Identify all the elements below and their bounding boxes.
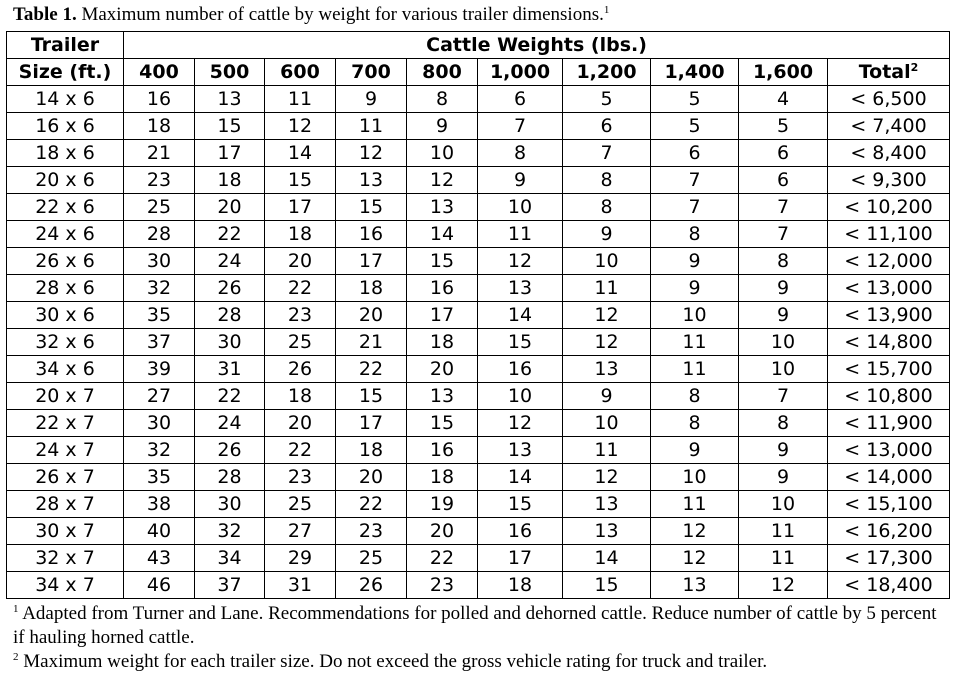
cattle-count-cell: 20: [265, 410, 336, 437]
cattle-count-cell: 16: [478, 518, 563, 545]
cattle-count-cell: 11: [563, 275, 651, 302]
cattle-count-cell: 28: [195, 302, 265, 329]
cattle-count-cell: 11: [478, 221, 563, 248]
cattle-count-cell: 29: [265, 545, 336, 572]
cattle-count-cell: 37: [124, 329, 195, 356]
caption-footnote-ref: 1: [603, 4, 610, 16]
cattle-count-cell: 10: [651, 464, 739, 491]
cattle-count-cell: 15: [336, 194, 407, 221]
cattle-count-cell: 5: [651, 86, 739, 113]
cattle-count-cell: 22: [265, 437, 336, 464]
cattle-count-cell: 11: [651, 329, 739, 356]
cattle-count-cell: 11: [739, 545, 828, 572]
header-weight: 700: [336, 59, 407, 86]
table-row: [7, 383, 950, 410]
cattle-count-cell: 17: [478, 545, 563, 572]
cattle-count-cell: 14: [478, 464, 563, 491]
trailer-size-cell: 32 x 6: [7, 329, 124, 356]
cattle-count-cell: 30: [195, 491, 265, 518]
cattle-count-cell: 31: [195, 356, 265, 383]
cattle-count-cell: 37: [195, 572, 265, 599]
cattle-count-cell: 18: [407, 464, 478, 491]
cattle-count-cell: 6: [478, 86, 563, 113]
cattle-count-cell: 22: [265, 275, 336, 302]
cattle-count-cell: 46: [124, 572, 195, 599]
header-size: Size (ft.): [7, 59, 124, 86]
table-row: [7, 545, 950, 572]
cattle-count-cell: 20: [265, 248, 336, 275]
cattle-count-cell: 10: [651, 302, 739, 329]
header-weight: 500: [195, 59, 265, 86]
table-row: [7, 248, 950, 275]
table-row: [7, 275, 950, 302]
cattle-count-cell: 38: [124, 491, 195, 518]
header-trailer: Trailer: [7, 32, 124, 59]
cattle-count-cell: 7: [739, 194, 828, 221]
cattle-count-cell: 13: [478, 437, 563, 464]
total-weight-cell: < 10,800: [828, 383, 950, 410]
cattle-count-cell: 39: [124, 356, 195, 383]
cattle-count-cell: 18: [195, 167, 265, 194]
cattle-count-cell: 22: [195, 221, 265, 248]
header-row-1: [7, 32, 950, 59]
cattle-count-cell: 13: [651, 572, 739, 599]
table-row: [7, 329, 950, 356]
cattle-count-cell: 14: [563, 545, 651, 572]
cattle-count-cell: 10: [478, 383, 563, 410]
cattle-count-cell: 35: [124, 302, 195, 329]
total-weight-cell: < 15,700: [828, 356, 950, 383]
cattle-count-cell: 13: [407, 383, 478, 410]
total-weight-cell: < 8,400: [828, 140, 950, 167]
cattle-count-cell: 18: [478, 572, 563, 599]
cattle-count-cell: 25: [124, 194, 195, 221]
cattle-count-cell: 10: [563, 248, 651, 275]
cattle-count-cell: 27: [124, 383, 195, 410]
cattle-count-cell: 23: [407, 572, 478, 599]
cattle-count-cell: 12: [563, 464, 651, 491]
cattle-count-cell: 25: [336, 545, 407, 572]
cattle-count-cell: 32: [195, 518, 265, 545]
cattle-count-cell: 23: [265, 302, 336, 329]
cattle-count-cell: 13: [336, 167, 407, 194]
cattle-count-cell: 12: [651, 545, 739, 572]
table-row: [7, 437, 950, 464]
cattle-count-cell: 8: [651, 410, 739, 437]
cattle-count-cell: 12: [336, 140, 407, 167]
cattle-count-cell: 18: [407, 329, 478, 356]
cattle-count-cell: 8: [478, 140, 563, 167]
footnotes: [13, 602, 948, 674]
cattle-count-cell: 16: [124, 86, 195, 113]
footnote-mark: 1: [13, 603, 19, 615]
total-weight-cell: < 13,900: [828, 302, 950, 329]
table-caption: [13, 4, 609, 26]
cattle-count-cell: 7: [478, 113, 563, 140]
cattle-count-cell: 18: [124, 113, 195, 140]
cattle-count-cell: 12: [563, 302, 651, 329]
cattle-count-cell: 35: [124, 464, 195, 491]
cattle-count-cell: 13: [563, 491, 651, 518]
total-weight-cell: < 15,100: [828, 491, 950, 518]
table-row: [7, 518, 950, 545]
cattle-count-cell: 12: [478, 248, 563, 275]
table-row: [7, 491, 950, 518]
table-row: [7, 113, 950, 140]
cattle-count-cell: 14: [407, 221, 478, 248]
cattle-count-cell: 34: [195, 545, 265, 572]
total-weight-cell: < 13,000: [828, 437, 950, 464]
trailer-size-cell: 26 x 6: [7, 248, 124, 275]
cattle-count-cell: 30: [124, 248, 195, 275]
cattle-count-cell: 8: [651, 383, 739, 410]
cattle-count-cell: 12: [407, 167, 478, 194]
table-header: [7, 32, 950, 86]
cattle-count-cell: 12: [265, 113, 336, 140]
trailer-size-cell: 34 x 6: [7, 356, 124, 383]
cattle-count-cell: 7: [651, 194, 739, 221]
cattle-count-cell: 30: [124, 410, 195, 437]
cattle-count-cell: 8: [739, 248, 828, 275]
total-weight-cell: < 6,500: [828, 86, 950, 113]
cattle-count-cell: 13: [478, 275, 563, 302]
cattle-count-cell: 13: [563, 356, 651, 383]
cattle-count-cell: 9: [739, 302, 828, 329]
cattle-count-cell: 5: [651, 113, 739, 140]
cattle-count-cell: 16: [407, 275, 478, 302]
cattle-count-cell: 6: [651, 140, 739, 167]
cattle-count-cell: 8: [563, 194, 651, 221]
cattle-count-cell: 16: [336, 221, 407, 248]
cattle-count-cell: 9: [739, 464, 828, 491]
cattle-count-cell: 9: [739, 437, 828, 464]
total-weight-cell: < 13,000: [828, 275, 950, 302]
cattle-count-cell: 8: [563, 167, 651, 194]
footnote-text: Adapted from Turner and Lane. Recommendations for polled and dehorned cattle. Reduce number of cattle by 5 percent if hauling horned cattle.: [13, 603, 937, 648]
cattle-count-cell: 17: [336, 410, 407, 437]
trailer-size-cell: 30 x 6: [7, 302, 124, 329]
cattle-count-cell: 12: [739, 572, 828, 599]
cattle-count-cell: 18: [336, 275, 407, 302]
cattle-count-cell: 11: [651, 356, 739, 383]
cattle-count-cell: 17: [195, 140, 265, 167]
cattle-count-cell: 8: [407, 86, 478, 113]
total-weight-cell: < 11,900: [828, 410, 950, 437]
cattle-count-cell: 7: [563, 140, 651, 167]
cattle-count-cell: 10: [407, 140, 478, 167]
cattle-count-cell: 12: [478, 410, 563, 437]
table-body: [7, 86, 950, 599]
cattle-count-cell: 5: [739, 113, 828, 140]
cattle-count-cell: 9: [739, 275, 828, 302]
cattle-count-cell: 5: [563, 86, 651, 113]
cattle-count-cell: 20: [336, 302, 407, 329]
cattle-count-cell: 19: [407, 491, 478, 518]
header-weight: 600: [265, 59, 336, 86]
cattle-count-cell: 6: [739, 140, 828, 167]
cattle-count-cell: 15: [478, 329, 563, 356]
header-weight: 400: [124, 59, 195, 86]
total-weight-cell: < 10,200: [828, 194, 950, 221]
cattle-count-cell: 15: [265, 167, 336, 194]
cattle-count-cell: 14: [478, 302, 563, 329]
cattle-count-cell: 20: [195, 194, 265, 221]
cattle-count-cell: 13: [407, 194, 478, 221]
cattle-count-cell: 11: [563, 437, 651, 464]
cattle-count-cell: 15: [563, 572, 651, 599]
trailer-size-cell: 26 x 7: [7, 464, 124, 491]
cattle-count-cell: 13: [563, 518, 651, 545]
cattle-count-cell: 7: [739, 221, 828, 248]
cattle-count-cell: 17: [407, 302, 478, 329]
cattle-count-cell: 6: [563, 113, 651, 140]
cattle-count-cell: 21: [124, 140, 195, 167]
footnote-1: [13, 602, 948, 650]
cattle-count-cell: 26: [195, 275, 265, 302]
cattle-count-cell: 43: [124, 545, 195, 572]
table-row: [7, 410, 950, 437]
cattle-count-cell: 26: [265, 356, 336, 383]
footnote-text: Maximum weight for each trailer size. Do not exceed the gross vehicle rating for truck and trailer.: [18, 651, 768, 672]
cattle-count-cell: 9: [651, 275, 739, 302]
cattle-count-cell: 10: [739, 491, 828, 518]
cattle-count-cell: 20: [407, 518, 478, 545]
total-weight-cell: < 9,300: [828, 167, 950, 194]
cattle-count-cell: 22: [336, 356, 407, 383]
cattle-count-cell: 13: [195, 86, 265, 113]
header-total-footnote-ref: 2: [910, 61, 919, 74]
table-row: [7, 194, 950, 221]
header-weight: 1,600: [739, 59, 828, 86]
cattle-capacity-table: [6, 31, 950, 599]
cattle-count-cell: 31: [265, 572, 336, 599]
cattle-count-cell: 6: [739, 167, 828, 194]
table-row: [7, 572, 950, 599]
cattle-count-cell: 17: [336, 248, 407, 275]
cattle-count-cell: 25: [265, 491, 336, 518]
trailer-size-cell: 30 x 7: [7, 518, 124, 545]
caption-text: Maximum number of cattle by weight for various trailer dimensions.: [76, 4, 604, 25]
total-weight-cell: < 14,800: [828, 329, 950, 356]
total-weight-cell: < 12,000: [828, 248, 950, 275]
cattle-count-cell: 15: [195, 113, 265, 140]
cattle-count-cell: 10: [563, 410, 651, 437]
cattle-count-cell: 4: [739, 86, 828, 113]
header-total: [828, 59, 950, 86]
cattle-count-cell: 25: [265, 329, 336, 356]
cattle-count-cell: 12: [651, 518, 739, 545]
cattle-count-cell: 28: [195, 464, 265, 491]
table-row: [7, 167, 950, 194]
header-cattle-weights: Cattle Weights (lbs.): [124, 32, 950, 59]
caption-label: Table 1.: [13, 4, 77, 25]
trailer-size-cell: 34 x 7: [7, 572, 124, 599]
footnote-2: [13, 650, 948, 674]
table-row: [7, 356, 950, 383]
cattle-count-cell: 18: [265, 383, 336, 410]
cattle-count-cell: 9: [478, 167, 563, 194]
cattle-count-cell: 15: [407, 410, 478, 437]
trailer-size-cell: 16 x 6: [7, 113, 124, 140]
header-total-label: Total: [858, 61, 911, 83]
cattle-count-cell: 24: [195, 248, 265, 275]
cattle-count-cell: 9: [407, 113, 478, 140]
cattle-count-cell: 9: [651, 437, 739, 464]
cattle-count-cell: 10: [739, 329, 828, 356]
cattle-count-cell: 23: [336, 518, 407, 545]
table-row: [7, 221, 950, 248]
table-row: [7, 302, 950, 329]
cattle-count-cell: 20: [407, 356, 478, 383]
cattle-count-cell: 14: [265, 140, 336, 167]
cattle-count-cell: 26: [195, 437, 265, 464]
cattle-count-cell: 15: [336, 383, 407, 410]
header-weight: 1,400: [651, 59, 739, 86]
total-weight-cell: < 18,400: [828, 572, 950, 599]
trailer-size-cell: 22 x 6: [7, 194, 124, 221]
cattle-count-cell: 15: [478, 491, 563, 518]
cattle-count-cell: 22: [407, 545, 478, 572]
cattle-count-cell: 32: [124, 275, 195, 302]
total-weight-cell: < 16,200: [828, 518, 950, 545]
cattle-count-cell: 8: [739, 410, 828, 437]
cattle-count-cell: 9: [563, 383, 651, 410]
cattle-count-cell: 10: [478, 194, 563, 221]
trailer-size-cell: 28 x 6: [7, 275, 124, 302]
cattle-count-cell: 26: [336, 572, 407, 599]
trailer-size-cell: 32 x 7: [7, 545, 124, 572]
trailer-size-cell: 24 x 6: [7, 221, 124, 248]
total-weight-cell: < 17,300: [828, 545, 950, 572]
header-weight: 1,000: [478, 59, 563, 86]
footnote-mark: 2: [13, 651, 19, 663]
cattle-count-cell: 21: [336, 329, 407, 356]
table-row: [7, 140, 950, 167]
cattle-count-cell: 9: [563, 221, 651, 248]
header-row-2: [7, 59, 950, 86]
cattle-count-cell: 27: [265, 518, 336, 545]
header-weight: 1,200: [563, 59, 651, 86]
trailer-size-cell: 20 x 6: [7, 167, 124, 194]
header-weight: 800: [407, 59, 478, 86]
cattle-count-cell: 11: [336, 113, 407, 140]
total-weight-cell: < 14,000: [828, 464, 950, 491]
cattle-count-cell: 23: [124, 167, 195, 194]
cattle-count-cell: 28: [124, 221, 195, 248]
cattle-count-cell: 10: [739, 356, 828, 383]
trailer-size-cell: 20 x 7: [7, 383, 124, 410]
cattle-count-cell: 7: [739, 383, 828, 410]
table-row: [7, 86, 950, 113]
trailer-size-cell: 28 x 7: [7, 491, 124, 518]
cattle-count-cell: 20: [336, 464, 407, 491]
cattle-count-cell: 9: [336, 86, 407, 113]
cattle-count-cell: 30: [195, 329, 265, 356]
trailer-size-cell: 24 x 7: [7, 437, 124, 464]
cattle-count-cell: 9: [651, 248, 739, 275]
trailer-size-cell: 22 x 7: [7, 410, 124, 437]
cattle-count-cell: 11: [739, 518, 828, 545]
cattle-count-cell: 11: [651, 491, 739, 518]
cattle-count-cell: 32: [124, 437, 195, 464]
cattle-count-cell: 7: [651, 167, 739, 194]
trailer-size-cell: 14 x 6: [7, 86, 124, 113]
cattle-count-cell: 8: [651, 221, 739, 248]
cattle-count-cell: 24: [195, 410, 265, 437]
cattle-count-cell: 22: [336, 491, 407, 518]
cattle-count-cell: 18: [265, 221, 336, 248]
cattle-count-cell: 22: [195, 383, 265, 410]
cattle-count-cell: 15: [407, 248, 478, 275]
cattle-count-cell: 16: [478, 356, 563, 383]
cattle-count-cell: 12: [563, 329, 651, 356]
cattle-count-cell: 18: [336, 437, 407, 464]
total-weight-cell: < 11,100: [828, 221, 950, 248]
cattle-count-cell: 40: [124, 518, 195, 545]
cattle-count-cell: 17: [265, 194, 336, 221]
cattle-count-cell: 16: [407, 437, 478, 464]
cattle-count-cell: 23: [265, 464, 336, 491]
total-weight-cell: < 7,400: [828, 113, 950, 140]
cattle-count-cell: 11: [265, 86, 336, 113]
trailer-size-cell: 18 x 6: [7, 140, 124, 167]
table-row: [7, 464, 950, 491]
